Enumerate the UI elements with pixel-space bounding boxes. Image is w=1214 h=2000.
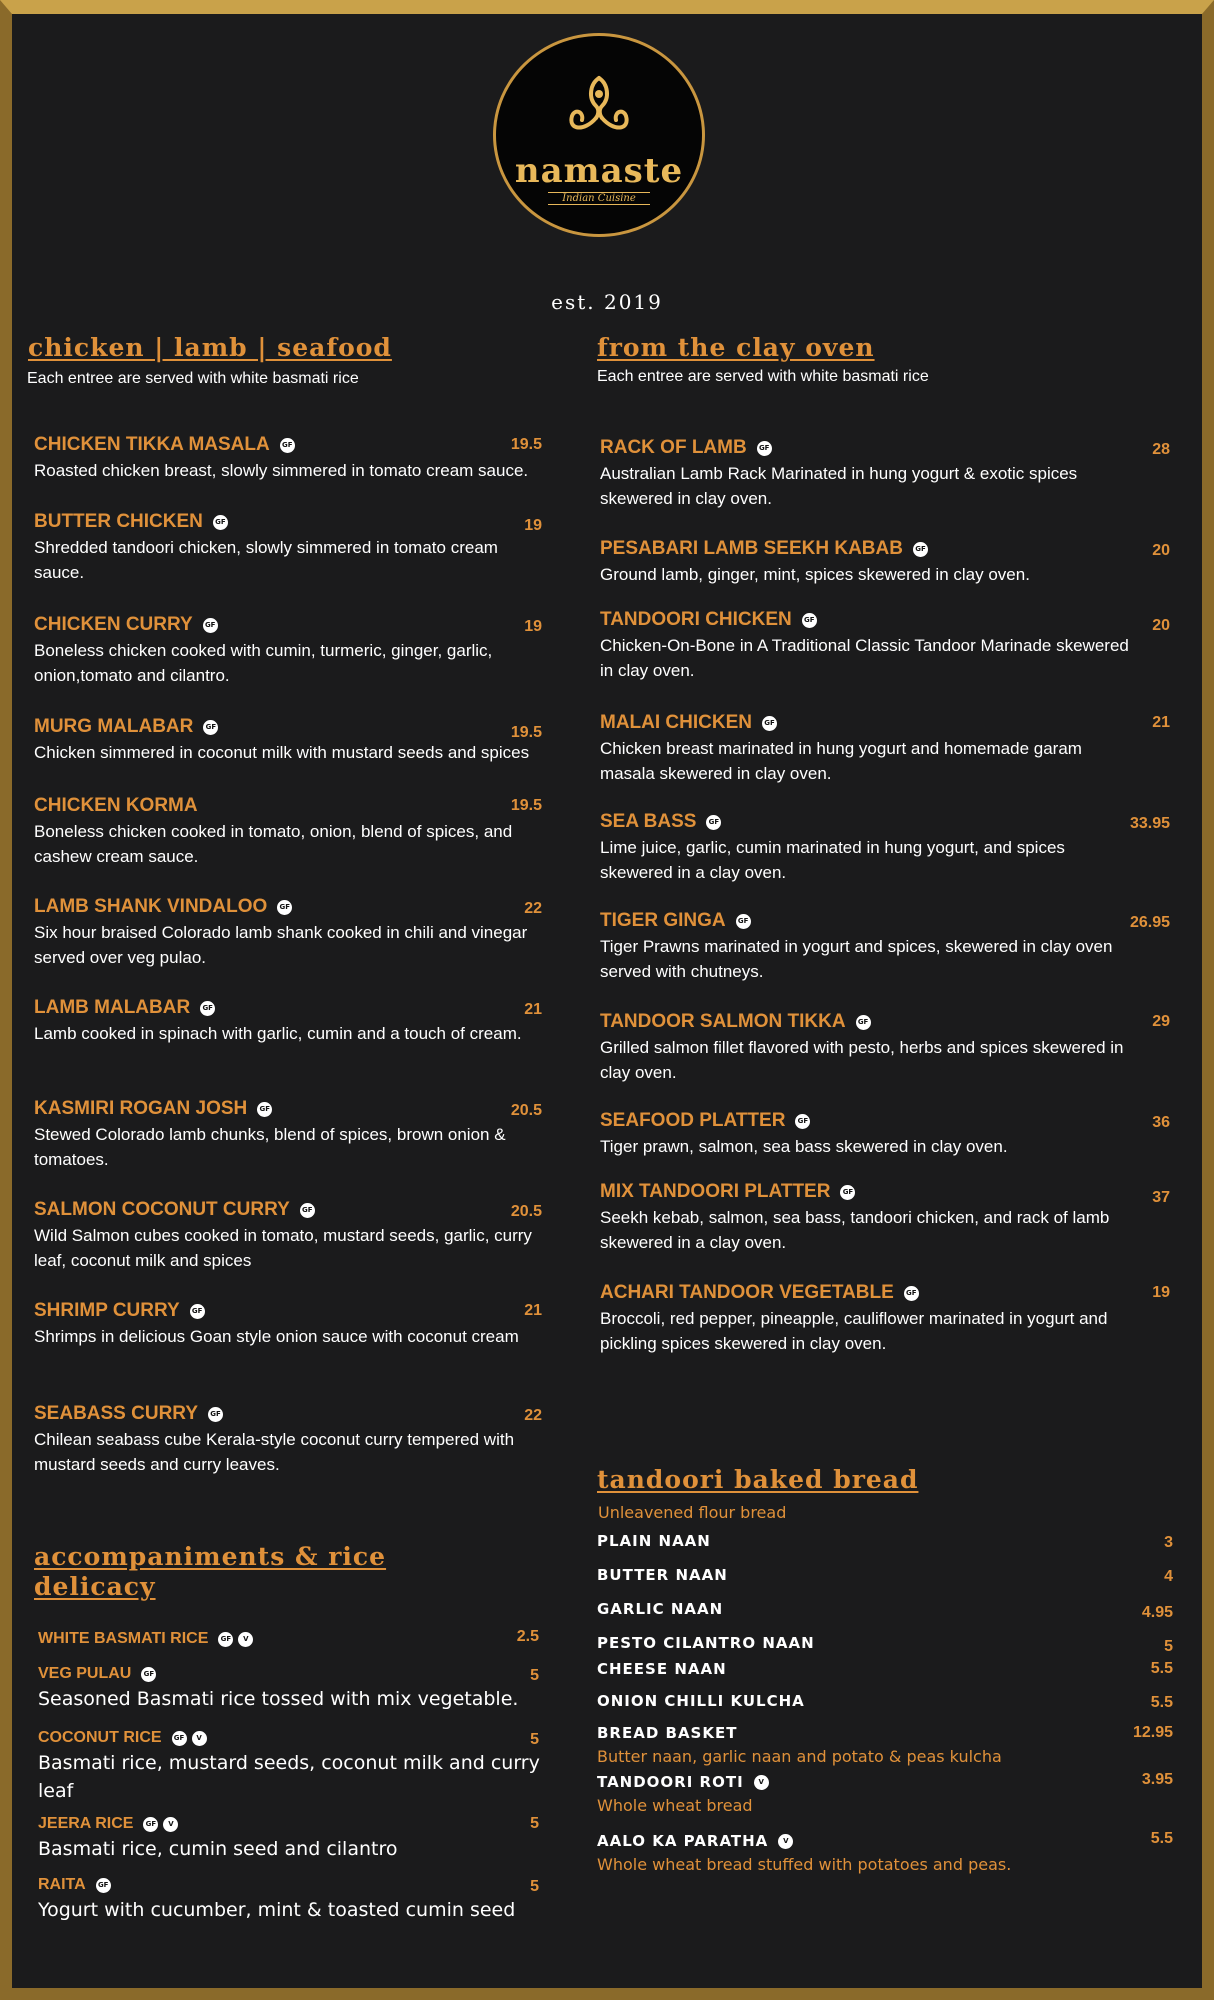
item-description: Chilean seabass cube Kerala-style coconut curry tempered with mustard seeds and curry leaves. [34,1430,515,1474]
item-name: SALMON COCONUT CURRY [34,1199,290,1220]
gluten-free-badge: GF [300,1203,315,1218]
item-description: Grilled salmon fillet flavored with pesto, herbs and spices skewered in clay oven. [600,1038,1124,1082]
item-name: CHICKEN KORMA [34,795,198,816]
item-price: 3 [1164,1534,1173,1551]
item-name: COCONUT RICE [38,1729,162,1746]
item-price: 19.5 [510,724,542,741]
accompaniments-title: accompaniments & rice delicacy [34,1542,387,1601]
item-description: Whole wheat bread stuffed with potatoes and peas. [597,1855,1012,1874]
item-price: 5 [530,1731,539,1748]
menu-item-tiger-ginga [600,910,1140,984]
bread-subtitle: Unleavened flour bread [598,1503,787,1522]
gluten-free-badge: GF [856,1015,871,1030]
item-name: PLAIN NAAN [597,1532,711,1550]
item-price: 19 [1152,1284,1170,1301]
item-name: PESTO CILANTRO NAAN [597,1634,815,1652]
item-name: SHRIMP CURRY [34,1300,180,1321]
entrees-subtitle: Each entree are served with white basmati rice [27,370,359,387]
gluten-free-badge: GF [141,1667,156,1682]
item-description: Broccoli, red pepper, pineapple, cauliflower marinated in yogurt and pickling spices skewered in clay oven. [600,1309,1108,1353]
gluten-free-badge: GF [203,618,218,633]
menu-item-malai-chicken [600,712,1140,786]
item-price: 5 [1164,1638,1173,1655]
item-description: Stewed Colorado lamb chunks, blend of spices, brown onion & tomatoes. [34,1125,506,1169]
gluten-free-badge: GF [795,1114,810,1129]
gluten-free-badge: GF [706,815,721,830]
menu-item-rack-of-lamb [600,437,1140,511]
item-name: WHITE BASMATI RICE [38,1630,209,1647]
item-name: BUTTER CHICKEN [34,511,203,532]
gluten-free-badge: GF [96,1878,111,1893]
item-name: MALAI CHICKEN [600,712,752,733]
item-price: 36 [1152,1114,1170,1131]
menu-item-tandoori-roti [597,1771,1157,1817]
item-name: CHEESE NAAN [597,1660,727,1678]
gluten-free-badge: GF [208,1407,223,1422]
bread-title: tandoori baked bread [597,1465,919,1494]
item-description: Lime juice, garlic, cumin marinated in hung yogurt, and spices skewered in a clay oven. [600,838,1065,882]
item-description: Chicken simmered in coconut milk with mustard seeds and spices [34,743,530,762]
gluten-free-badge: GF [840,1185,855,1200]
vegetarian-badge: V [163,1817,178,1832]
item-name: SEA BASS [600,811,697,832]
item-name: SEAFOOD PLATTER [600,1110,786,1131]
menu-item-pesabari-lamb-seekh-kabab [600,538,1140,587]
item-price: 20.5 [510,1102,542,1119]
item-description: Chicken-On-Bone in A Traditional Classic Tandoor Marinade skewered in clay oven. [600,636,1129,680]
item-description: Roasted chicken breast, slowly simmered in tomato cream sauce. [34,461,529,480]
item-description: Boneless chicken cooked in tomato, onion, blend of spices, and cashew cream sauce. [34,822,513,866]
item-price: 5 [530,1878,539,1895]
vegetarian-badge: V [778,1834,793,1849]
item-price: 28 [1152,441,1170,458]
menu-item-tandoori-chicken [600,609,1140,683]
item-description: Ground lamb, ginger, mint, spices skewered in clay oven. [600,565,1030,584]
lotus-logo-icon [566,74,632,150]
item-name: ACHARI TANDOOR VEGETABLE [600,1282,894,1303]
item-name: CHICKEN CURRY [34,614,193,635]
item-description: Yogurt with cucumber, mint & toasted cumin seed [38,1899,516,1921]
clay-oven-subtitle: Each entree are served with white basmati rice [597,368,929,385]
menu-item-plain-naan [597,1530,1157,1552]
menu-item-aalo-ka-paratha [597,1830,1157,1876]
item-name: TIGER GINGA [600,910,726,931]
item-price: 19.5 [510,797,542,814]
item-description: Lamb cooked in spinach with garlic, cumin and a touch of cream. [34,1024,522,1043]
vegetarian-badge: V [192,1731,207,1746]
item-price: 29 [1152,1013,1170,1030]
established-year: est. 2019 [551,290,663,314]
item-name: AALO KA PARATHA [597,1832,769,1850]
menu-item-pesto-cilantro-naan [597,1632,1157,1654]
item-price: 22 [524,900,542,917]
menu-item-achari-tandoor-vegetable [600,1282,1140,1356]
item-description: Shrimps in delicious Goan style onion sauce with coconut cream [34,1327,519,1346]
item-price: 20.5 [510,1203,542,1220]
gluten-free-badge: GF [762,716,777,731]
item-description: Seasoned Basmati rice tossed with mix vegetable. [38,1688,519,1710]
gluten-free-badge: GF [203,720,218,735]
item-name: SEABASS CURRY [34,1403,198,1424]
menu-item-onion-chilli-kulcha [597,1690,1157,1712]
item-description: Wild Salmon cubes cooked in tomato, mustard seeds, garlic, curry leaf, coconut milk and spices [34,1226,532,1270]
item-price: 12.95 [1132,1724,1173,1741]
item-name: MIX TANDOORI PLATTER [600,1181,831,1202]
item-description: Boneless chicken cooked with cumin, turmeric, ginger, garlic, onion,tomato and cilantro. [34,641,493,685]
item-price: 5.5 [1150,1830,1173,1847]
item-price: 22 [524,1407,542,1424]
gluten-free-badge: GF [200,1001,215,1016]
item-price: 19 [524,618,542,635]
item-description: Shredded tandoori chicken, slowly simmered in tomato cream sauce. [34,538,498,582]
item-name: JEERA RICE [38,1815,134,1832]
item-price: 5 [530,1667,539,1684]
menu-item-cheese-naan [597,1658,1157,1680]
gluten-free-badge: GF [143,1817,158,1832]
gluten-free-badge: GF [213,515,228,530]
item-name: BREAD BASKET [597,1724,738,1742]
menu-item-garlic-naan [597,1598,1157,1620]
item-name: ONION CHILLI KULCHA [597,1692,805,1710]
gluten-free-badge: GF [904,1286,919,1301]
item-description: Six hour braised Colorado lamb shank cooked in chili and vinegar served over veg pulao. [34,923,528,967]
item-price: 3.95 [1141,1771,1173,1788]
item-price: 21 [524,1302,542,1319]
item-description: Australian Lamb Rack Marinated in hung yogurt & exotic spices skewered in clay oven. [600,464,1078,508]
item-name: RACK OF LAMB [600,437,747,458]
item-description: Basmati rice, cumin seed and cilantro [38,1838,398,1860]
item-price: 21 [1152,714,1170,731]
item-name: PESABARI LAMB SEEKH KABAB [600,538,903,559]
item-name: TANDOORI ROTI [597,1773,744,1791]
item-name: KASMIRI ROGAN JOSH [34,1098,248,1119]
item-price: 5 [530,1815,539,1832]
gluten-free-badge: GF [218,1632,233,1647]
restaurant-logo [493,33,705,237]
gluten-free-badge: GF [913,542,928,557]
item-price: 5.5 [1150,1694,1173,1711]
gluten-free-badge: GF [757,441,772,456]
item-name: TANDOOR SALMON TIKKA [600,1011,846,1032]
gluten-free-badge: GF [190,1304,205,1319]
vegetarian-badge: V [754,1775,769,1790]
item-name: RAITA [38,1876,86,1893]
clay-oven-title: from the clay oven [597,333,875,362]
item-name: CHICKEN TIKKA MASALA [34,434,270,455]
item-description: Tiger Prawns marinated in yogurt and spices, skewered in clay oven served with chutneys. [600,937,1113,981]
menu-item-butter-naan [597,1564,1157,1586]
item-price: 20 [1152,617,1170,634]
item-price: 37 [1152,1189,1170,1206]
item-name: VEG PULAU [38,1665,132,1682]
item-price: 19.5 [510,436,542,453]
item-price: 4.95 [1141,1604,1173,1621]
item-name: MURG MALABAR [34,716,194,737]
item-price: 26.95 [1129,914,1170,931]
menu-item-tandoor-salmon-tikka [600,1011,1140,1085]
menu-item-sea-bass [600,811,1140,885]
item-description: Seekh kebab, salmon, sea bass, tandoori chicken, and rack of lamb skewered in a clay oven. [600,1208,1110,1252]
gluten-free-badge: GF [802,613,817,628]
item-description: Whole wheat bread [597,1796,753,1815]
item-price: 33.95 [1129,815,1170,832]
gluten-free-badge: GF [280,438,295,453]
item-price: 2.5 [516,1628,539,1645]
vegetarian-badge: V [238,1632,253,1647]
menu-item-mix-tandoori-platter [600,1181,1140,1255]
item-name: LAMB SHANK VINDALOO [34,896,268,917]
item-name: GARLIC NAAN [597,1600,724,1618]
entrees-title: chicken | lamb | seafood [28,333,392,362]
gluten-free-badge: GF [277,900,292,915]
item-name: LAMB MALABAR [34,997,191,1018]
item-price: 19 [524,517,542,534]
brand-tagline: Indian Cuisine [496,193,702,204]
gluten-free-badge: GF [257,1102,272,1117]
gluten-free-badge: GF [736,914,751,929]
gluten-free-badge: GF [172,1731,187,1746]
item-price: 4 [1164,1568,1173,1585]
item-description: Chicken breast marinated in hung yogurt and homemade garam masala skewered in clay oven. [600,739,1082,783]
item-price: 20 [1152,542,1170,559]
item-name: BUTTER NAAN [597,1566,728,1584]
menu-item-seafood-platter [600,1110,1140,1159]
item-description: Basmati rice, mustard seeds, coconut milk and curry leaf [38,1752,540,1802]
item-price: 21 [524,1001,542,1018]
item-price: 5.5 [1150,1660,1173,1677]
item-description: Butter naan, garlic naan and potato & peas kulcha [597,1747,1002,1766]
brand-name: namaste [514,151,684,191]
item-name: TANDOORI CHICKEN [600,609,792,630]
menu-item-bread-basket [597,1722,1157,1768]
item-description: Tiger prawn, salmon, sea bass skewered in clay oven. [600,1137,1008,1156]
